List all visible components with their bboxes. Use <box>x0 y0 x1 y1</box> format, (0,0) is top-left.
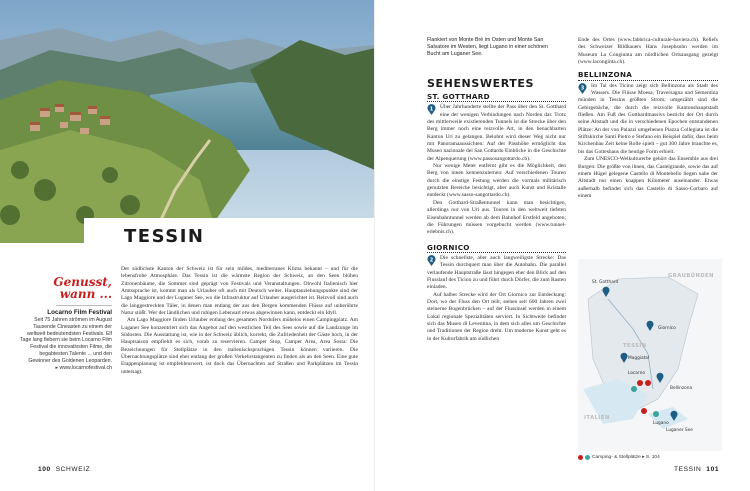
map-marker-2-icon <box>427 255 436 266</box>
folio-right <box>674 466 719 473</box>
folio-left <box>38 466 90 473</box>
handwritten-heading-1: Genusst, <box>53 275 112 289</box>
intro-paragraph: Am Lago Maggiore finden Urlauber entlang des gesamten Nordufers mühelos einen Campingplatz. Am Luganer See konzentriert sich das Angebot auf den westlichen Teil des Sees sowie auf die Landzunge im Südosten. Die Ausstattung ist, wie in der Schweiz üblich, korrekt, die Zufriedenheit der Gäste hoch, in der Hauptsaison empfiehlt es sich, vorab zu reservieren. Camper Stop, Camper Area, Area Sosta: Die Bezeichnungen für Stellplätze in den italienischsprachigen Tessin können variieren. Die Übernachtungsplätze sind eher entlang der großen Verkehrstangenten zu finden als an den Seen. Eine gute Etappenplanung ist empfehlenswert, ist doch das Übernachten auf Straßen und Parkplätzen im Tessin untersagt. <box>121 317 358 375</box>
column-b <box>578 37 718 200</box>
gotthard-paragraph <box>427 104 566 163</box>
gotthard-text-1: Über Jahrhunderte stellte der Pass über den St. Gotthard eine der wenigen Verbindungen nach Norden dar. Trotz des mittlerweile existierenden Tunnels ist die Strecke über den Berg immer noch eine reizvolle Art, in den benachbarten Kanton Uri zu gelangen. Belohnt wird dieser Weg nicht nur mit Panoramaaussichten: Auf der Passhöhe ermöglicht das Museo nazionale del San Gottardo Einblicke in die Geschichte der Alpenquerung (www.passosangottardo.ch). <box>427 104 566 162</box>
title-box <box>84 218 375 256</box>
heading-rule <box>427 252 566 253</box>
giornico-text-1: Die schnellste, aber auch langweiligste Strecke: Das Tessin durchquert man über die Autobahn. Die parallel verlaufende Hauptstraße lässt hingegen eher den Blick auf den Flusslauf des Ticino zu und führt durch Dörfer, die zum Rasten einladen. <box>427 254 566 291</box>
gotthard-paragraph: Den Gotthard-Straßentunnel kann man besichtigen, allerdings nur von Uri aus. Touren in den weltweit tiefsten Eisenbahntunnel werden ab dem Bahnhof Erstfeld angeboten; die Führungen müssen vorgebucht werden (www.tunnel-erlebnis.ch). <box>427 199 566 236</box>
section-heading-sehenswertes: SEHENSWERTES <box>427 77 535 90</box>
running-head: SCHWEIZ <box>55 466 91 473</box>
page-number: 100 <box>38 466 51 473</box>
map-label: Luganer See <box>666 428 693 433</box>
page-title: TESSIN <box>124 226 205 247</box>
legend-text: Camping- & Stellplätze ▸ S. 104 <box>592 455 660 460</box>
svg-text:1: 1 <box>429 106 434 113</box>
heading-rule <box>427 101 566 102</box>
running-head: TESSIN <box>674 466 702 473</box>
gotthard-paragraph: Nur wenige Meter entfernt gibt es die Möglichkeit, den Berg von innen kennenzulernen: Auf verschiedenen Touren durch die einstige Festung werden die vormals militärisch genutzten Bereiche besichtigt, aber auch Kunst und Kristalle entdeckt (www.sasso-sangottardo.ch). <box>427 163 566 199</box>
info-box-locarno <box>16 276 112 372</box>
giornico-continued: Ende des Ortes (www.fabbrica-culturale-baviera.ch). Reliefs des Schweizer Bildhauers Hans Josephsohn werden im Museum La Congiunta am nördlichen Ortsausgang gezeigt (www.laconginta.ch). <box>578 37 718 66</box>
legend-teal-dot <box>585 455 590 460</box>
map-label: Maggiatal <box>628 356 650 361</box>
page-number: 101 <box>706 466 720 473</box>
heading-rule <box>578 80 718 81</box>
intro-text <box>121 266 358 376</box>
svg-text:2: 2 <box>429 257 434 264</box>
heading-st-gotthard: ST. GOTTHARD <box>427 92 490 101</box>
svg-text:3: 3 <box>580 85 585 92</box>
bellinzona-paragraph <box>578 83 718 156</box>
bellinzona-paragraph: Zum UNESCO-Welkulturerbe gehört das Ensemble aus drei Burgen: Die größte von ihnen, das Castelgrande, sowie das auf einem Hügel gelegene Castello di Montebello liegen nahe der Altstadt nur einen knappen Kilometer auseinander. Etwas außerhalb befindet sich das Castello di Sasso-Corbaro auf einem <box>578 156 718 199</box>
map-label: Bellinzona <box>670 386 693 391</box>
map-region-label: GRAUBÜNDEN <box>668 273 715 279</box>
photo-caption: Flankiert von Monte Brè im Osten und Monte San Salvatore im Westen, liegt Lugano in einer schönen Bucht am Luganer See. <box>427 37 548 57</box>
map-label: Locarno <box>628 371 645 376</box>
sidebar-link[interactable]: ▸ www.locarnofestival.ch <box>55 364 112 371</box>
handwritten-heading-2: wann ... <box>59 287 112 301</box>
map-label: Giornico <box>658 326 676 331</box>
sidebar-text: Seit 75 Jahren strömen im August Tausende Cineasten zu einem der weltweit bedeutendsten Festivals. Elf Tage lang fiebern sie beim Locarno Film Festival die innovativsten Filme, die begabtesten Talente ... und den Gewinner des Goldenen Leoparden. <box>20 317 112 364</box>
map-region-label: TESSIN <box>623 343 647 349</box>
map-label: St. Gotthard <box>592 280 619 285</box>
bellinzona-text-1: Im Tal des Ticino zeigt sich Bellinzona als Stadt des Wassers. Die Flüsse Moesa, Traversagna und Sementina münden in Tessins größten Strom; umgezählt sind die Gebirgsbäche, die durch die reizvolle Kantonshauptstadt fließen. Am Fuß des Gotthardmassivs besticht der Ort durch seine Altstadt und die in verschiedenen Epochen entstandenen Plätze: An der von Palazzi umgebenen Piazza Collegiata ist die Stiftskirche Santi Pietro e Stefano ein Beispiel dafür, dass beim Kirchenbau Zeit keine Rolle spielt – gut 300 Jahre brauchte es, bis das Gotteshaus die heutige Form erhielt. <box>578 82 718 155</box>
map-label: Lugano <box>653 421 669 426</box>
sidebar-heading: Locarno Film Festival <box>47 309 112 316</box>
intro-paragraph: Der südlichste Kanton der Schweiz ist für sein mildes, mediterranes Klima bekannt – und für die lebensfrohe Atmosphäre. Das Tessin ist die wärmste Region der Schweiz, an den Seen blühen Zitronenbäume, die Sommer sind geprägt von Festivals und Veranstaltungen. Obwohl Italienisch hier Amtssprache ist, kommt man als Urlauber oft auch mit Deutsch weiter. Hauptanziehungspunkte sind der Lago Maggiore und der Luganer See, wo die Infrastruktur auf Urlauber ausgerichtet ist. Reizvoll sind auch die langgestreckten Täler, in denen man entlang der aus den Bergen kommenden Flüsse auf unberührte Natur stößt. Wer der ländlichen und ruhigen Lebensart etwas abgewinnen kann, entdeckt ein Idyll. <box>121 266 358 317</box>
map-region-label: ITALIEN <box>584 415 610 421</box>
giornico-paragraph <box>427 255 566 292</box>
column-a <box>427 93 566 343</box>
legend-red-dot <box>578 455 583 460</box>
lugano-landscape-photo <box>0 0 375 243</box>
sidebar-divider <box>56 305 112 306</box>
giornico-paragraph: Auf halber Strecke wird der Ort Giornico zur Entdeckung: Dort, wo der Fluss den Ort teilt, stehen seit 600 Jahren zwei steinerne Bogenbrücken – auf der Flussinsel werden in einem Lokal regionale Spezialitäten serviert. In Sichtweite befindet sich das Museo di Leventina, in dem sich alles um Geschichte und Traditionen der Region dreht. Um moderne Kunst geht es in der Kulturfabrik am südlichen <box>427 291 566 342</box>
tessin-map <box>578 259 722 451</box>
heading-giornico: GIORNICO <box>427 242 470 252</box>
heading-bellinzona: BELLINZONA <box>578 70 633 80</box>
map-marker-1-icon <box>427 104 436 115</box>
map-marker-3-icon <box>578 83 587 94</box>
map-legend <box>578 455 660 460</box>
